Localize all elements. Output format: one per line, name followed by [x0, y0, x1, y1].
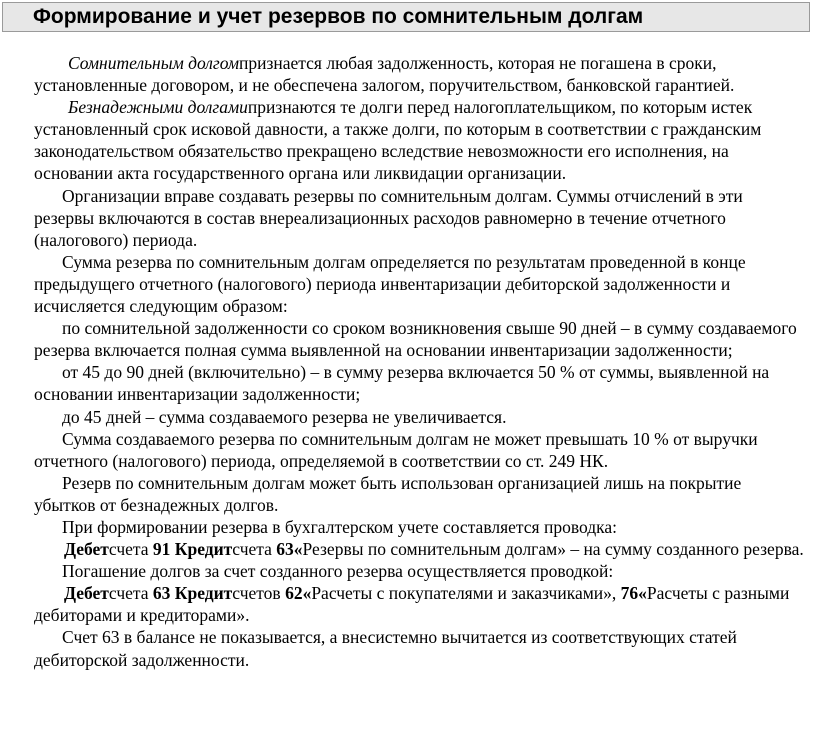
definition-text: признаются те долги перед налогоплательщиком, по которым истек установленный срок исковой давности, а также долги, по которым в соответствии с гражданским законодательством обязательство прекращено вследствие невозможности его исполнения, на основании акта государственного органа или ликвидации организации. [34, 97, 762, 184]
paragraph-45-90-days: от 45 до 90 дней (включительно) – в сумму резерва включается 50 % от суммы, выявленной на основании инвентаризации задолженности; [34, 362, 770, 405]
paragraph-entry-intro: При формировании резерва в бухгалтерском учете составляется проводка: [62, 516, 617, 537]
credit-label: Кредит [174, 583, 233, 604]
paragraph-reserve-right: Организации вправе создавать резервы по сомнительным долгам. Суммы отчислений в эти резервы включаются в состав внереализационных расходов равномерно в течение отчетного (налогового) периода. [34, 185, 743, 250]
paragraph-over-90-days: по сомнительной задолженности со сроком возникновения свыше 90 дней – в сумму создаваемого резерва включается полная сумма выявленной на основании инвентаризации задолженности; [34, 318, 797, 361]
paragraph-reserve-limit: Сумма создаваемого резерва по сомнительным долгам не может превышать 10 % от выручки отчетного (налогового) периода, определяемой в соответствии со ст. 249 НК. [34, 428, 758, 471]
quote-mark: « [302, 583, 312, 604]
account-word: счета [232, 539, 277, 560]
credit-account: 63 [276, 539, 294, 560]
paragraph-bad-debt-definition [34, 96, 806, 184]
paragraph-under-45-days: до 45 дней – сумма создаваемого резерва не увеличивается. [62, 406, 507, 427]
debit-label: Дебет [64, 583, 109, 604]
credit-account-1: 62 [285, 583, 303, 604]
credit-account-2: 76 [620, 583, 639, 604]
term-bad-debts: Безнадежными долгами [68, 97, 248, 118]
quote-mark: « [293, 539, 303, 560]
page-title: Формирование и учет резервов по сомнительным долгам [33, 5, 644, 28]
document-body [34, 52, 806, 671]
entry-description-2: Расчеты с разными дебиторами и кредиторами». [34, 583, 790, 626]
accounting-entry-creation [34, 538, 806, 560]
account-word: счета [108, 539, 153, 560]
paragraph-reserve-amount: Сумма резерва по сомнительным долгам определяется по результатам проведенной в конце предыдущего отчетного (налогового) периода инвентаризации дебиторской задолженности и исчисляется следующим образом: [34, 251, 746, 317]
paragraph-repayment-intro: Погашение долгов за счет созданного резерва осуществляется проводкой: [62, 561, 614, 582]
paragraph-doubtful-debt-definition [34, 52, 806, 96]
accounting-entry-repayment [34, 582, 806, 626]
entry-description-1: Расчеты с покупателями и заказчиками», [311, 583, 621, 604]
debit-label: Дебет [64, 539, 109, 560]
term-doubtful-debt: Сомнительным долгом [68, 53, 239, 73]
account-word: счета [108, 583, 153, 604]
credit-label: Кредит [174, 539, 233, 560]
title-bar [2, 2, 810, 32]
entry-description: Резервы по сомнительным долгам» – на сумму созданного резерва. [302, 539, 804, 560]
definition-text: признается любая задолженность, которая не погашена в сроки, установленные договором, и не обеспечена залогом, поручительством, банковской гарантией. [34, 53, 735, 96]
quote-mark: « [638, 583, 647, 604]
debit-account: 63 [152, 583, 171, 604]
paragraph-reserve-usage: Резерв по сомнительным долгам может быть использован организацией лишь на покрытие убытков от безнадежных долгов. [34, 472, 742, 515]
debit-account: 91 [152, 539, 171, 560]
accounts-word: счетов [232, 583, 286, 604]
paragraph-account-63-balance: Счет 63 в балансе не показывается, а внесистемно вычитается из соответствующих статей дебиторской задолженности. [34, 627, 737, 670]
